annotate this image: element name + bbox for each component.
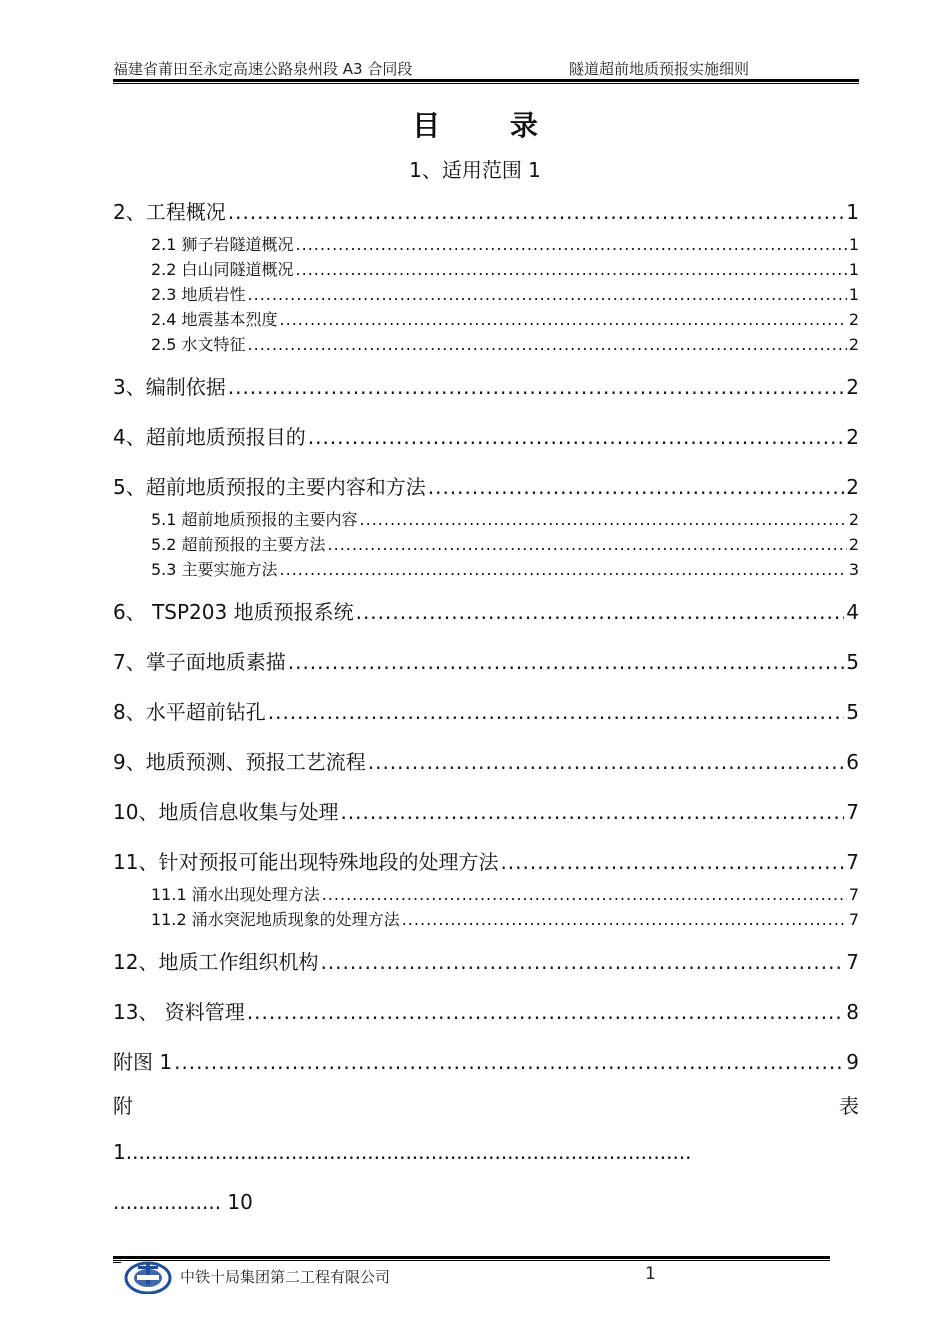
toc-leader-dots — [320, 950, 844, 974]
toc-leader-dots — [428, 475, 845, 499]
toc-leader-dots — [360, 510, 847, 529]
toc-entry-label: 2.3 地质岩性 — [151, 285, 246, 304]
toc-subentry[interactable] — [151, 307, 859, 329]
toc-entry-page: 2 — [848, 535, 859, 554]
toc-entry-label: 2.2 白山同隧道概况 — [151, 260, 294, 279]
wrapped-entry-line-1 — [113, 1090, 859, 1118]
footer-company: 中铁十局集团第二工程有限公司 — [180, 1268, 391, 1286]
footer-rule — [113, 1256, 830, 1261]
toc-subentry[interactable] — [151, 557, 859, 579]
toc-leader-dots — [328, 535, 847, 554]
toc-entry-label: 13、 资料管理 — [113, 1000, 245, 1024]
header-document-title: 隧道超前地质预报实施细则 — [569, 60, 750, 78]
toc-leader-dots — [247, 1000, 844, 1024]
toc-subentry[interactable] — [151, 882, 859, 904]
toc-entry-label: 6、 TSP203 地质预报系统 — [113, 600, 354, 624]
toc-subentry[interactable] — [151, 282, 859, 304]
toc-entry-page: 3 — [848, 560, 859, 579]
toc-leader-dots — [280, 310, 847, 329]
toc-leader-dots — [368, 750, 845, 774]
toc-subentry[interactable] — [151, 257, 859, 279]
toc-entry[interactable] — [113, 646, 859, 674]
toc-entry[interactable] — [113, 471, 859, 499]
toc-entry-label: 11.1 涌水出现处理方法 — [151, 885, 320, 904]
toc-entry-label: 8、水平超前钻孔 — [113, 700, 266, 724]
toc-entry-label: 3、编制依据 — [113, 375, 226, 399]
toc-entry-label: 11、针对预报可能出现特殊地段的处理方法 — [113, 850, 499, 874]
toc-entry-page: 6 — [846, 750, 859, 774]
toc-leader-dots — [356, 600, 845, 624]
toc-entry-label: 2.4 地震基本烈度 — [151, 310, 278, 329]
toc-entry[interactable] — [113, 746, 859, 774]
toc-entry-page: 2 — [846, 375, 859, 399]
toc-leader-dots — [280, 560, 847, 579]
toc-leader-dots — [308, 425, 845, 449]
page-header — [113, 58, 859, 80]
toc-leader-dots — [340, 800, 844, 824]
toc-entry-label: 5.3 主要实施方法 — [151, 560, 278, 579]
toc-entry[interactable] — [113, 1046, 859, 1074]
toc-subentry[interactable] — [151, 532, 859, 554]
toc-leader-dots — [402, 910, 847, 929]
toc-entry-label: 2.1 狮子岩隧道概况 — [151, 235, 294, 254]
toc-entry-page: 7 — [846, 800, 859, 824]
toc-entry-label: 11.2 涌水突泥地质现象的处理方法 — [151, 910, 400, 929]
toc-entry-label: 2、工程概况 — [113, 200, 226, 224]
toc-entry-page: 8 — [846, 1000, 859, 1024]
toc-leader-dots — [268, 700, 845, 724]
toc-leader-dots — [288, 650, 845, 674]
toc-entry[interactable] — [113, 846, 859, 874]
toc-entry-label: 附图 1 — [113, 1050, 173, 1074]
toc-leader-dots — [296, 260, 847, 279]
toc-entry[interactable] — [113, 196, 859, 224]
company-logo-icon — [123, 1258, 173, 1294]
toc-leader-dots — [228, 200, 845, 224]
wrapped-entry-line-3: ................. 10 — [113, 1190, 253, 1214]
toc-entry-label: 10、地质信息收集与处理 — [113, 800, 339, 824]
toc-entry[interactable] — [113, 596, 859, 624]
toc-entry-page: 7 — [848, 910, 859, 929]
toc-entry[interactable] — [113, 421, 859, 449]
toc-leader-dots — [248, 285, 847, 304]
toc-subentry[interactable] — [151, 907, 859, 929]
toc-leader-dots — [322, 885, 847, 904]
toc-subentry[interactable] — [151, 232, 859, 254]
toc-leader-dots — [296, 235, 847, 254]
toc-entry-label: 2.5 水文特征 — [151, 335, 246, 354]
toc-entry[interactable] — [113, 371, 859, 399]
header-rule — [113, 79, 859, 84]
wrapped-entry-left: 附 — [113, 1094, 133, 1118]
toc-entry-page: 7 — [846, 850, 859, 874]
toc-entry-page: 2 — [848, 510, 859, 529]
toc-entry-page: 1 — [848, 260, 859, 279]
toc-entry-label: 7、掌子面地质素描 — [113, 650, 286, 674]
toc-entry-page: 5 — [846, 700, 859, 724]
toc-entry-label: 9、地质预测、预报工艺流程 — [113, 750, 366, 774]
toc-subtitle: 1、适用范围 1 — [409, 158, 541, 182]
toc-entry-page: 4 — [846, 600, 859, 624]
toc-entry-label: 4、超前地质预报目的 — [113, 425, 306, 449]
toc-entry-page: 7 — [848, 885, 859, 904]
toc-leader-dots — [500, 850, 844, 874]
toc-entry-label: 5.1 超前地质预报的主要内容 — [151, 510, 358, 529]
toc-entry-label: 5.2 超前预报的主要方法 — [151, 535, 326, 554]
toc-entry-label: 12、地质工作组织机构 — [113, 950, 319, 974]
toc-subentry[interactable] — [151, 332, 859, 354]
toc-leader-dots — [228, 375, 845, 399]
toc-subentry[interactable] — [151, 507, 859, 529]
wrapped-entry-right: 表 — [839, 1094, 859, 1118]
toc-leader-dots — [174, 1050, 844, 1074]
footer-page-number: 1 — [645, 1264, 656, 1284]
header-project: 福建省莆田至永定高速公路泉州段 A3 合同段 — [113, 60, 413, 78]
toc-entry-page: 1 — [846, 200, 859, 224]
toc-entry-page: 2 — [846, 475, 859, 499]
toc-leader-dots — [248, 335, 847, 354]
toc-entry-page: 7 — [846, 950, 859, 974]
toc-entry-page: 9 — [846, 1050, 859, 1074]
toc-entry-page: 1 — [848, 285, 859, 304]
wrapped-entry-line-2: 1......................................................................................... — [113, 1140, 692, 1164]
toc-entry[interactable] — [113, 946, 859, 974]
toc-entry-page: 2 — [848, 310, 859, 329]
toc-title: 目 录 — [412, 109, 568, 142]
toc-entry[interactable] — [113, 796, 859, 824]
toc-entry-page: 5 — [846, 650, 859, 674]
toc-entry[interactable] — [113, 996, 859, 1024]
toc-entry[interactable] — [113, 696, 859, 724]
toc-entry-label: 5、超前地质预报的主要内容和方法 — [113, 475, 426, 499]
toc-entry-page: 1 — [848, 235, 859, 254]
toc-entry-page: 2 — [846, 425, 859, 449]
toc-entry-page: 2 — [848, 335, 859, 354]
